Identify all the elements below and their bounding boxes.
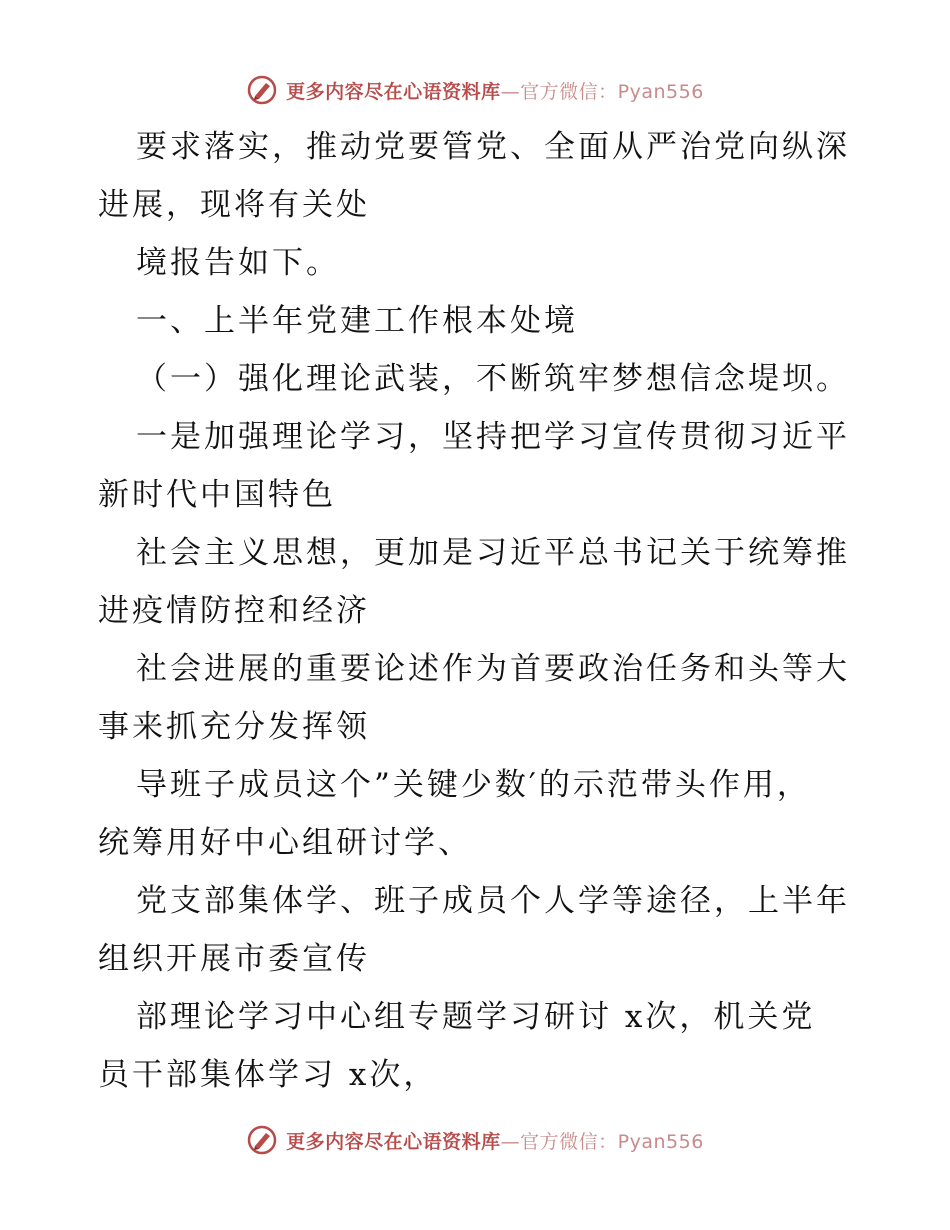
paragraph-line: 进展，现将有关处 xyxy=(98,187,370,223)
paragraph-line: 统筹用好中心组研讨学、 xyxy=(98,825,472,861)
watermark-suffix: 官方微信：Pyan556 xyxy=(520,1130,704,1153)
watermark-separator: — xyxy=(500,80,521,103)
paragraph-line: 一是加强理论学习，坚持把学习宣传贯彻习近平 xyxy=(136,419,850,455)
paragraph-line: 党支部集体学、班子成员个人学等途径，上半年 xyxy=(136,883,850,919)
watermark-suffix: 官方微信：Pyan556 xyxy=(520,80,704,103)
watermark-text xyxy=(286,1127,704,1154)
pen-logo-icon xyxy=(246,74,278,106)
paragraph-line: 社会主义思想，更加是习近平总书记关于统筹推 xyxy=(136,535,850,571)
paragraph-line: 员干部集体学习 x次， xyxy=(98,1057,438,1093)
header-watermark xyxy=(0,70,950,110)
watermark-brand: 更多内容尽在心语资料库 xyxy=(286,1130,501,1153)
paragraph-line: 组织开展市委宣传 xyxy=(98,941,370,977)
paragraph-line: 事来抓充分发挥领 xyxy=(98,709,370,745)
pen-logo-icon xyxy=(246,1124,278,1156)
watermark-text xyxy=(286,77,704,104)
paragraph-line: （一）强化理论武装，不断筑牢梦想信念堤坝。 xyxy=(136,361,850,397)
paragraph-line: 社会进展的重要论述作为首要政治任务和头等大 xyxy=(136,651,850,687)
paragraph-line: 要求落实，推动党要管党、全面从严治党向纵深 xyxy=(136,129,850,165)
paragraph-line: 进疫情防控和经济 xyxy=(98,593,370,629)
watermark-separator: — xyxy=(500,1130,521,1153)
paragraph-line: 部理论学习中心组专题学习研讨 x次，机关党 xyxy=(136,999,816,1035)
footer-watermark xyxy=(0,1120,950,1160)
document-body xyxy=(98,118,858,1104)
watermark-brand: 更多内容尽在心语资料库 xyxy=(286,80,501,103)
paragraph-line: 一、上半年党建工作根本处境 xyxy=(136,303,578,339)
paragraph-line: 新时代中国特色 xyxy=(98,477,336,513)
paragraph-line: 境报告如下。 xyxy=(136,245,340,281)
paragraph-line: 导班子成员这个”关键少数′的示范带头作用， xyxy=(136,767,811,803)
